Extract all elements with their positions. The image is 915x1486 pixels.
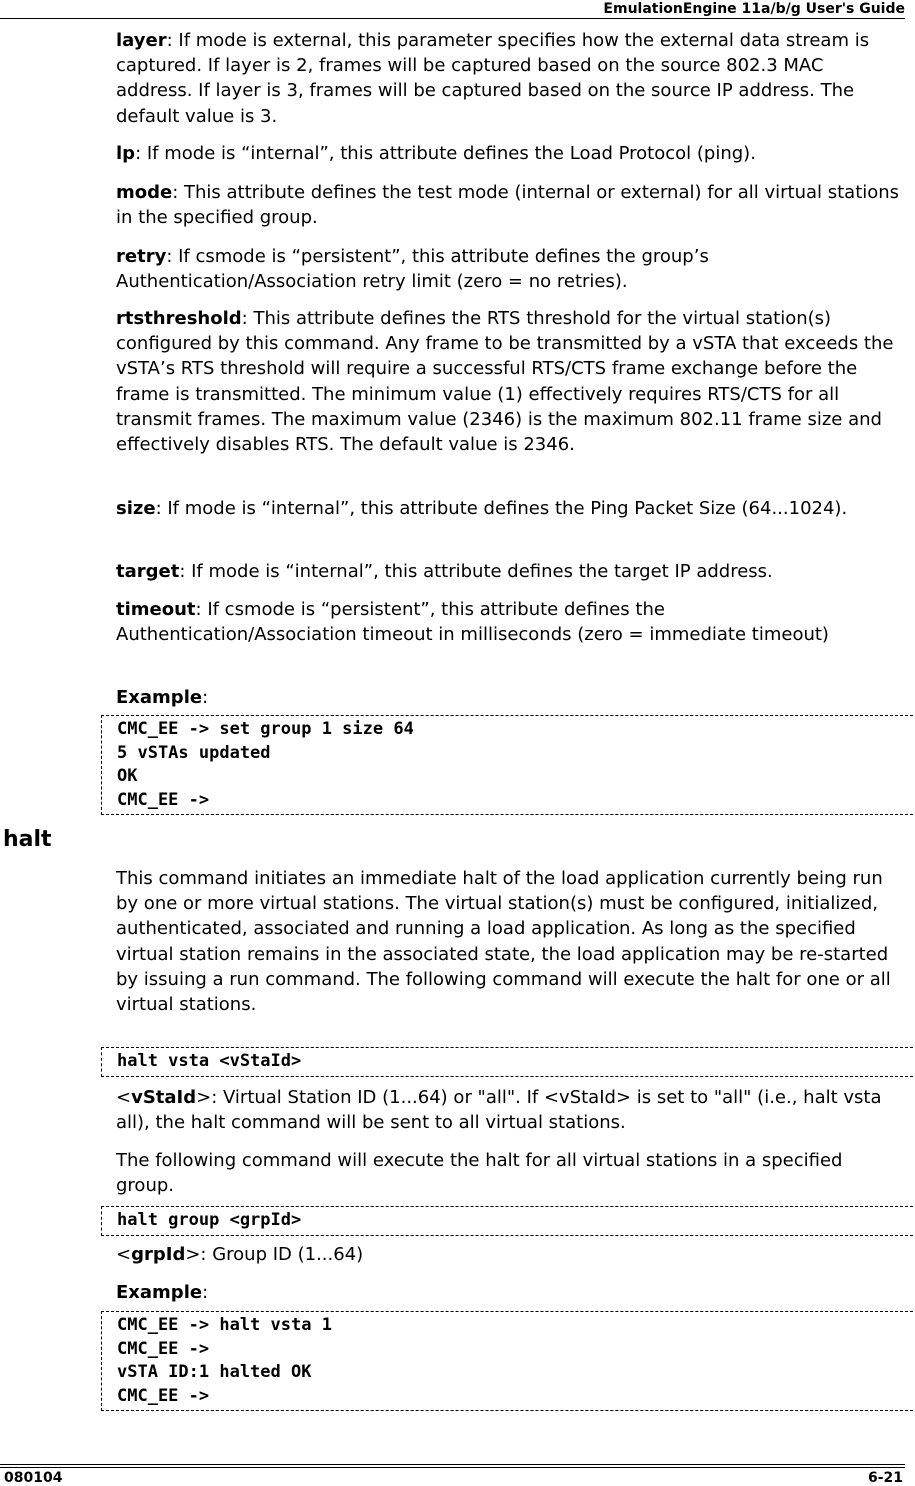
code-block-example2: CMC_EE -> halt vsta 1 CMC_EE -> vSTA ID:1 halted OK CMC_EE -> [101,1311,915,1411]
section-title-halt: halt [3,827,52,852]
halt-intro: This command initiates an immediate halt of the load application currently being run by one or more virtual stations. The virtual station(s) must be configured, initialized, authenticated, associated and running a load application. As long as the specified virtual station remains in the associated state, the load application may be re-started by issuing a run command. The following command will execute the halt for one or all virtual stations. [116,868,891,1016]
header-title: EmulationEngine 11a/b/g User's Guide [603,1,905,17]
attr-term: mode [116,182,173,203]
footer-page-number: 6-21 [867,1470,903,1486]
attr-desc: : If csmode is “persistent”, this attribute defines the Authentication/Association timeout in milliseconds (zero = immediate timeout) [116,599,829,646]
attr-term: timeout [116,599,196,620]
example-colon: : [202,687,209,708]
attr-term: size [116,498,156,519]
footer-rule [0,1464,905,1465]
attr-term: retry [116,246,167,267]
attr-mode [116,180,901,230]
param-desc: >: Group ID (1...64) [185,1244,364,1265]
example-label: Example [116,1282,203,1303]
param-open: < [116,1244,132,1265]
attr-desc: : If mode is external, this parameter specifies how the external data stream is captured. If layer is 2, frames will be captured based on the source 802.3 MAC address. If layer is 3, frames will be captured based on the source IP address. The default value is 3. [116,30,870,127]
param-vstaid [116,1085,901,1135]
page-header [0,0,905,19]
footer-rule [0,1467,905,1468]
example-colon: : [202,1282,209,1303]
attr-size [116,496,901,521]
attr-term: lp [116,143,136,164]
example-label: Example [116,687,203,708]
attr-layer [116,28,901,129]
example-heading-halt [116,1280,901,1305]
footer-doc-number: 080104 [4,1470,63,1486]
attr-desc: : If mode is “internal”, this attribute defines the Ping Packet Size (64...1024). [155,498,848,519]
attr-desc: : If mode is “internal”, this attribute defines the Load Protocol (ping). [135,143,756,164]
example-heading [116,685,901,710]
halt-group-intro: The following command will execute the halt for all virtual stations in a specified group. [116,1150,843,1197]
code-block-example1: CMC_EE -> set group 1 size 64 5 vSTAs updated OK CMC_EE -> [101,715,915,815]
attr-desc: : This attribute defines the test mode (internal or external) for all virtual stations in the specified group. [116,182,900,229]
attr-desc: : This attribute defines the RTS threshold for the virtual station(s) configured by this command. Any frame to be transmitted by a vSTA that exceeds the vSTA’s RTS threshold will require a successful RTS/CTS frame exchange before the frame is transmitted. The minimum value (1) effectively requires RTS/CTS for all transmit frames. The maximum value (2346) is the maximum 802.11 frame size and effectively disables RTS. The default value is 2346. [116,308,894,456]
attr-target [116,559,901,584]
attr-term: layer [116,30,167,51]
code-block-halt-group: halt group <grpId> [101,1206,915,1236]
attr-lp [116,141,901,166]
param-desc: >: Virtual Station ID (1...64) or "all". If <vStaId> is set to "all" (i.e., halt vsta all), the halt command will be sent to all virtual stations. [116,1087,882,1134]
attr-term: rtsthreshold [116,308,242,329]
attr-desc: : If csmode is “persistent”, this attribute defines the group’s Authentication/Association retry limit (zero = no retries). [116,246,709,293]
param-term: grpId [131,1244,186,1265]
attr-term: target [116,561,180,582]
attr-rtsthreshold [116,306,901,457]
attr-desc: : If mode is “internal”, this attribute defines the target IP address. [179,561,773,582]
code-block-halt-vsta: halt vsta <vStaId> [101,1047,915,1077]
attr-timeout [116,597,901,647]
param-open: < [116,1087,132,1108]
param-grpid [116,1242,901,1267]
attr-retry [116,244,901,294]
param-term: vStaId [131,1087,197,1108]
